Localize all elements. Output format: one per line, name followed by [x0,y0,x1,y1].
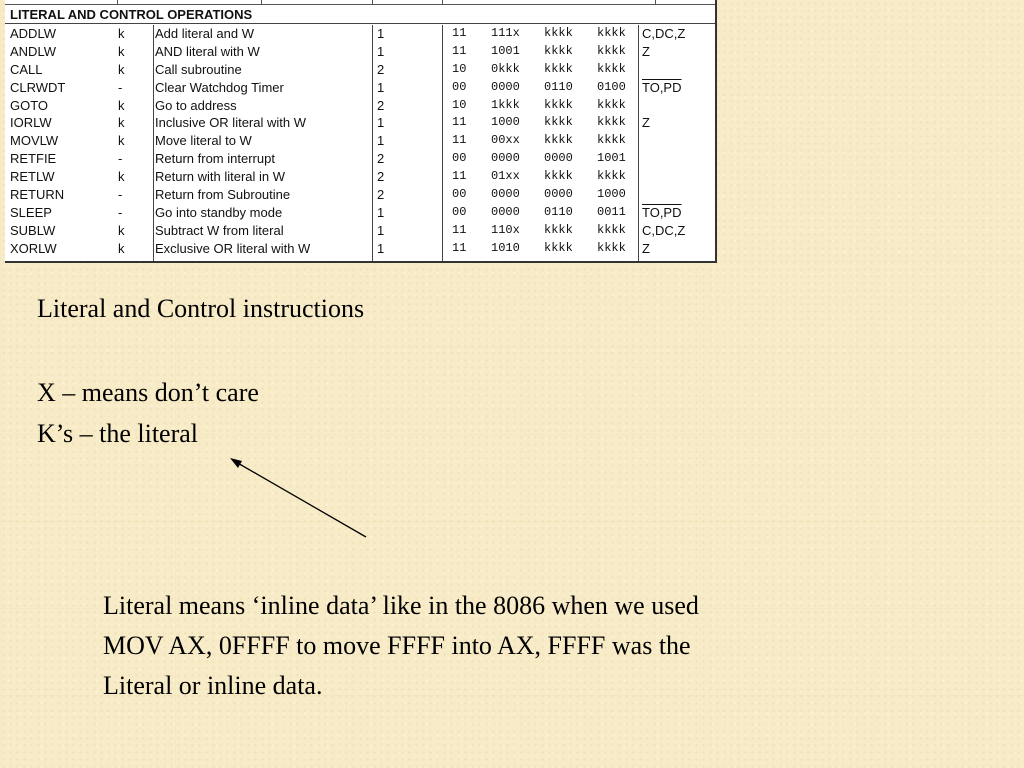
cell-description: Go into standby mode [155,204,283,220]
cell-description: Return with literal in W [155,169,286,185]
cell-opcode-2: 0000 [491,79,520,94]
cell-opcode-2: 0000 [491,151,520,166]
cell-opcode-lsb: kkkk [597,61,626,76]
cell-operand: k [118,240,125,256]
cell-opcode-lsb: kkkk [597,43,626,58]
cell-cycles: 1 [377,222,385,238]
cell-description: Return from Subroutine [155,187,291,203]
cell-opcode-msb: 00 [452,187,467,202]
cell-cycles: 1 [377,43,385,59]
cell-opcode-lsb: kkkk [597,222,626,237]
cell-opcode-msb: 11 [452,43,467,58]
cell-opcode-lsb: kkkk [597,240,626,255]
cell-opcode-3: kkkk [544,115,573,130]
note-dont-care: X – means don’t care [37,378,259,407]
cell-operand: k [118,97,125,113]
cell-mnemonic: IORLW [10,115,52,131]
cell-operand: k [118,115,125,131]
cell-operand: k [118,222,125,238]
cell-opcode-msb: 00 [452,151,467,166]
cell-opcode-3: kkkk [544,222,573,237]
arrow-line [236,462,366,537]
cell-operand: - [118,79,123,95]
cell-cycles: 2 [377,151,385,167]
arrow-head-icon [230,458,242,468]
cell-opcode-lsb: 0011 [597,204,626,219]
cell-description: Clear Watchdog Timer [155,79,284,95]
cell-opcode-2: 00xx [491,133,520,148]
cell-opcode-msb: 00 [452,204,467,219]
cell-operand: - [118,151,123,167]
cell-opcode-2: 111x [491,26,520,40]
cell-opcode-2: 1kkk [491,97,520,112]
cell-operand: - [118,204,123,220]
cell-opcode-2: 1001 [491,43,520,58]
cell-cycles: 2 [377,61,385,77]
cell-cycles: 2 [377,97,385,113]
cell-description: Inclusive OR literal with W [155,115,306,131]
table-section-title: LITERAL AND CONTROL OPERATIONS [5,5,715,24]
cell-cycles: 2 [377,187,385,203]
cell-mnemonic: CALL [10,61,43,77]
cell-opcode-msb: 11 [452,133,467,148]
cell-opcode-lsb: kkkk [597,115,626,130]
cell-opcode-lsb: kkkk [597,97,626,112]
cell-cycles: 1 [377,115,385,131]
cell-mnemonic: RETFIE [10,151,57,167]
cell-opcode-msb: 11 [452,115,467,130]
cell-opcode-2: 1000 [491,115,520,130]
cell-opcode-lsb: kkkk [597,169,626,184]
cell-opcode-3: kkkk [544,133,573,148]
cell-opcode-lsb: 1001 [597,151,626,166]
cell-opcode-msb: 11 [452,26,467,40]
cell-description: Go to address [155,97,237,113]
cell-operand: k [118,26,125,41]
cell-cycles: 1 [377,79,385,95]
cell-opcode-3: kkkk [544,43,573,58]
cell-mnemonic: ANDLW [10,43,56,59]
note-literal: K’s – the literal [37,419,199,448]
cell-mnemonic: SLEEP [10,204,52,220]
cell-opcode-3: kkkk [544,61,573,76]
cell-opcode-3: kkkk [544,26,573,40]
cell-opcode-lsb: 1000 [597,187,626,202]
cell-operand: k [118,61,125,77]
cell-cycles: 1 [377,133,385,149]
cell-opcode-3: 0110 [544,79,573,94]
cell-opcode-msb: 11 [452,240,467,255]
cell-mnemonic: XORLW [10,240,57,256]
cell-opcode-2: 110x [491,222,520,237]
cell-opcode-3: 0000 [544,151,573,166]
cell-opcode-2: 1010 [491,240,520,255]
literal-explanation [103,586,923,706]
cell-mnemonic: RETURN [10,187,65,203]
cell-description: Exclusive OR literal with W [155,240,311,256]
cell-opcode-2: 0000 [491,187,520,202]
cell-opcode-msb: 10 [452,61,467,76]
cell-mnemonic: SUBLW [10,222,56,238]
cell-description: AND literal with W [155,43,260,59]
cell-opcode-lsb: kkkk [597,26,626,40]
cell-opcode-3: kkkk [544,97,573,112]
cell-status-affected: Z [642,43,650,59]
cell-opcode-msb: 11 [452,222,467,237]
slide-caption: Literal and Control instructions [37,294,365,323]
cell-mnemonic: MOVLW [10,133,59,149]
cell-status-affected: Z [642,240,650,256]
cell-opcode-3: 0110 [544,204,573,219]
cell-mnemonic: ADDLW [10,26,56,41]
cell-opcode-msb: 10 [452,97,467,112]
cell-opcode-2: 0000 [491,204,520,219]
cell-cycles: 1 [377,240,385,256]
explanation-line: Literal means ‘inline data’ like in the 8086 when we used [103,591,699,620]
cell-description: Return from interrupt [155,151,275,167]
cell-opcode-3: kkkk [544,240,573,255]
cell-opcode-3: kkkk [544,169,573,184]
cell-opcode-2: 01xx [491,169,520,184]
cell-status-affected: C,DC,Z [642,222,686,238]
cell-description: Move literal to W [155,133,252,149]
cell-cycles: 1 [377,26,385,41]
explanation-line: MOV AX, 0FFFF to move FFFF into AX, FFFF was the [103,631,691,660]
cell-opcode-msb: 11 [452,169,467,184]
cell-status-affected: TO,PD [642,204,682,220]
cell-status-affected: C,DC,Z [642,26,686,41]
cell-opcode-3: 0000 [544,187,573,202]
cell-description: Subtract W from literal [155,222,284,238]
cell-operand: k [118,133,125,149]
cell-mnemonic: CLRWDT [10,79,66,95]
explanation-line: Literal or inline data. [103,671,323,700]
cell-status-affected: Z [642,115,650,131]
cell-description: Call subroutine [155,61,242,77]
cell-mnemonic: RETLW [10,169,55,185]
cell-cycles: 1 [377,204,385,220]
cell-status-affected: TO,PD [642,79,682,95]
cell-opcode-msb: 00 [452,79,467,94]
cell-operand: - [118,187,123,203]
cell-mnemonic: GOTO [10,97,49,113]
cell-opcode-lsb: kkkk [597,133,626,148]
cell-opcode-2: 0kkk [491,61,520,76]
cell-operand: k [118,43,125,59]
cell-operand: k [118,169,125,185]
cell-cycles: 2 [377,169,385,185]
cell-description: Add literal and W [155,26,254,41]
cell-opcode-lsb: 0100 [597,79,626,94]
